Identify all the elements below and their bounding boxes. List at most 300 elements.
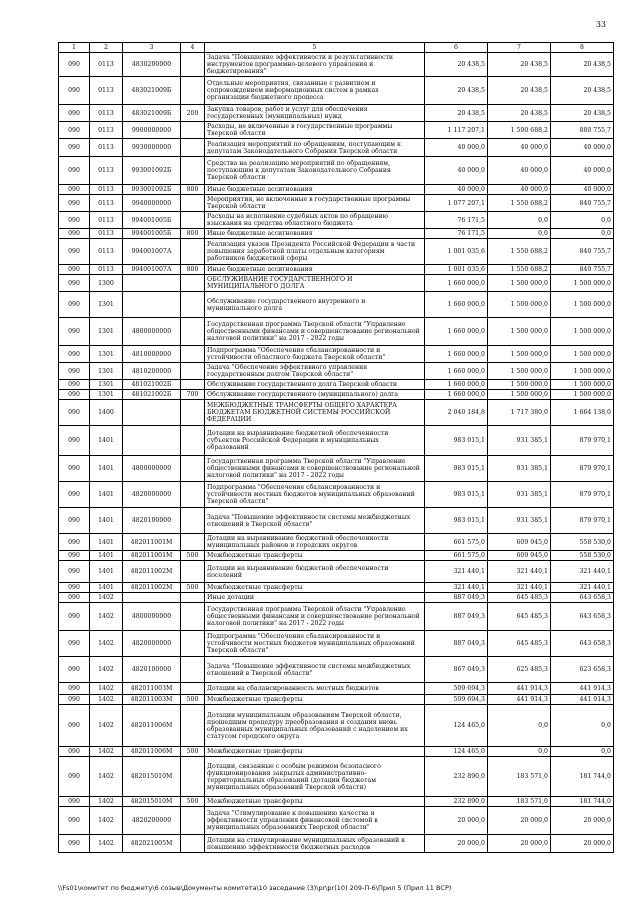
- table-row: [59, 482, 614, 508]
- cell-vr: [181, 456, 205, 482]
- cell-gr: 090: [59, 603, 90, 631]
- cell-section: 0113: [90, 229, 123, 239]
- cell-sum-2: 1 550 688,2: [488, 265, 551, 275]
- cell-target: 483021009Б: [123, 77, 181, 105]
- cell-sum-2: 20 438,5: [488, 53, 551, 77]
- cell-sum-3: 558 530,0: [551, 534, 614, 551]
- cell-sum-2: 1 550 688,2: [488, 195, 551, 212]
- cell-target: 9940000000: [123, 195, 181, 212]
- cell-vr: [181, 593, 205, 603]
- cell-target: 4820000000: [123, 631, 181, 657]
- table-row: [59, 318, 614, 346]
- column-header: 4: [181, 43, 205, 53]
- cell-sum-2: 645 485,3: [488, 631, 551, 657]
- cell-name: Государственная программа Тверской области "Управление общественными финансами и совершенствование региональной налоговой политики" на 2017 - 2022 годы: [205, 318, 425, 346]
- page-number: 33: [595, 20, 606, 29]
- column-header: 6: [425, 43, 488, 53]
- cell-name: Мероприятия, не включенные в государственные программы Тверской области: [205, 195, 425, 212]
- cell-sum-2: 441 914,3: [488, 695, 551, 705]
- cell-sum-2: 40 000,0: [488, 185, 551, 195]
- table-row: [59, 797, 614, 807]
- table-row: [59, 695, 614, 705]
- cell-sum-1: 1 117 207,1: [425, 122, 488, 139]
- cell-name: Обслуживание государственного (муниципального) долга: [205, 390, 425, 400]
- cell-sum-3: 0,0: [551, 747, 614, 757]
- cell-sum-1: 1 001 035,6: [425, 265, 488, 275]
- cell-vr: [181, 400, 205, 426]
- table-row: [59, 157, 614, 185]
- cell-sum-3: 1 500 000,0: [551, 363, 614, 380]
- cell-target: 4810000000: [123, 346, 181, 363]
- cell-sum-1: 983 015,1: [425, 482, 488, 508]
- cell-gr: 090: [59, 77, 90, 105]
- cell-sum-1: 20 438,5: [425, 77, 488, 105]
- cell-gr: 090: [59, 185, 90, 195]
- cell-name: Закупка товаров, работ и услуг для обеспечения государственных (муниципальных) нужд: [205, 105, 425, 122]
- table-row: [59, 239, 614, 265]
- file-path-footer: \\Fs01\комитет по бюджету\6 созыв\Документы комитета\10 заседание (3)\pr\pr(10) 209-П-6\Прил 5 (Прил 11 ВСР): [58, 884, 452, 892]
- cell-sum-3: 20 438,5: [551, 77, 614, 105]
- cell-gr: 090: [59, 534, 90, 551]
- cell-gr: 090: [59, 122, 90, 139]
- cell-sum-3: 623 658,3: [551, 657, 614, 683]
- cell-gr: 090: [59, 363, 90, 380]
- cell-section: 1301: [90, 363, 123, 380]
- cell-sum-1: 1 660 000,0: [425, 318, 488, 346]
- cell-name: Реализация мероприятий по обращениям, поступающим к депутатам Законодательного Собрания Тверской области: [205, 139, 425, 157]
- cell-name: Межбюджетные трансферты: [205, 797, 425, 807]
- cell-gr: 090: [59, 275, 90, 292]
- column-header: 8: [551, 43, 614, 53]
- cell-target: 482021005М: [123, 835, 181, 853]
- cell-sum-1: 983 015,1: [425, 426, 488, 456]
- cell-target: 482011002М: [123, 583, 181, 593]
- cell-vr: 200: [181, 105, 205, 122]
- cell-sum-1: 983 015,1: [425, 456, 488, 482]
- cell-name: Подпрограмма "Обеспечение сбалансированности и устойчивости местных бюджетов муниципальных образований Тверской области": [205, 631, 425, 657]
- cell-gr: 090: [59, 105, 90, 122]
- cell-name: Обслуживание государственного долга Тверской области: [205, 380, 425, 390]
- cell-gr: 090: [59, 695, 90, 705]
- cell-vr: [181, 318, 205, 346]
- cell-section: 1301: [90, 346, 123, 363]
- cell-target: [123, 426, 181, 456]
- cell-target: 482011006М: [123, 747, 181, 757]
- cell-target: 4820200000: [123, 807, 181, 835]
- cell-sum-3: 20 438,5: [551, 53, 614, 77]
- cell-section: 0113: [90, 77, 123, 105]
- table-row: [59, 122, 614, 139]
- cell-sum-1: 76 171,5: [425, 212, 488, 229]
- cell-vr: [181, 195, 205, 212]
- cell-name: Подпрограмма "Обеспечение сбалансированности и устойчивости областного бюджета Тверской области": [205, 346, 425, 363]
- table-row: [59, 229, 614, 239]
- cell-vr: [181, 122, 205, 139]
- table-row: [59, 683, 614, 695]
- cell-vr: [181, 534, 205, 551]
- cell-sum-3: 880 755,7: [551, 122, 614, 139]
- cell-sum-2: 1 500 000,0: [488, 346, 551, 363]
- cell-section: 1401: [90, 482, 123, 508]
- cell-sum-2: 609 945,0: [488, 534, 551, 551]
- cell-name: Дотации на выравнивание бюджетной обеспеченности муниципальных районов и городских округов: [205, 534, 425, 551]
- column-header: 3: [123, 43, 181, 53]
- table-row: [59, 757, 614, 797]
- cell-target: 4800000000: [123, 456, 181, 482]
- cell-sum-2: 645 485,3: [488, 593, 551, 603]
- cell-sum-3: 40 000,0: [551, 157, 614, 185]
- cell-section: 1402: [90, 807, 123, 835]
- cell-target: [123, 400, 181, 426]
- cell-sum-3: 20 000,0: [551, 835, 614, 853]
- cell-name: Реализация указов Президента Российской Федерации в части повышения заработной платы отдельным категориям работников бюджетной сферы: [205, 239, 425, 265]
- cell-sum-3: 643 658,3: [551, 603, 614, 631]
- cell-sum-3: 643 658,3: [551, 593, 614, 603]
- table-row: [59, 747, 614, 757]
- cell-sum-3: 643 658,3: [551, 631, 614, 657]
- table-row: [59, 835, 614, 853]
- cell-sum-2: 609 945,0: [488, 551, 551, 561]
- cell-name: Дотации муниципальным образованиям Тверской области, прошедшим процедуру преобразования и создания вновь образованных муниципальных образований с наделением их статусом городского округа: [205, 705, 425, 747]
- cell-target: 4810200000: [123, 363, 181, 380]
- column-header: 2: [90, 43, 123, 53]
- cell-sum-2: 1 500 000,0: [488, 292, 551, 318]
- cell-vr: [181, 683, 205, 695]
- cell-sum-2: 0,0: [488, 747, 551, 757]
- cell-section: 1401: [90, 426, 123, 456]
- cell-section: 1401: [90, 456, 123, 482]
- cell-vr: 800: [181, 229, 205, 239]
- cell-name: Дотации на выравнивание бюджетной обеспеченности поселений: [205, 561, 425, 583]
- cell-vr: [181, 346, 205, 363]
- cell-sum-1: 20 000,0: [425, 807, 488, 835]
- cell-sum-3: 20 000,0: [551, 807, 614, 835]
- cell-sum-3: 441 914,3: [551, 683, 614, 695]
- cell-section: 0113: [90, 239, 123, 265]
- cell-name: Межбюджетные трансферты: [205, 747, 425, 757]
- cell-gr: 090: [59, 508, 90, 534]
- cell-section: 1402: [90, 835, 123, 853]
- table-row: [59, 363, 614, 380]
- cell-gr: 090: [59, 195, 90, 212]
- table-row: [59, 807, 614, 835]
- cell-gr: 090: [59, 797, 90, 807]
- cell-name: Задача "Повышение эффективности и результативности инструментов программно-целевого управления и бюджетирования": [205, 53, 425, 77]
- cell-name: Межбюджетные трансферты: [205, 551, 425, 561]
- cell-sum-2: 20 000,0: [488, 807, 551, 835]
- cell-section: 0113: [90, 139, 123, 157]
- cell-sum-3: 321 440,1: [551, 561, 614, 583]
- cell-section: 1400: [90, 400, 123, 426]
- cell-sum-2: 931 385,1: [488, 508, 551, 534]
- cell-vr: 500: [181, 695, 205, 705]
- cell-section: 1402: [90, 683, 123, 695]
- cell-sum-2: 1 550 688,2: [488, 239, 551, 265]
- cell-section: 0113: [90, 195, 123, 212]
- cell-vr: [181, 807, 205, 835]
- cell-sum-3: 840 755,7: [551, 195, 614, 212]
- cell-gr: 090: [59, 53, 90, 77]
- cell-name: Задача "Повышение эффективности системы межбюджетных отношений в Тверской области": [205, 657, 425, 683]
- cell-target: 994001007А: [123, 265, 181, 275]
- cell-sum-2: 0,0: [488, 705, 551, 747]
- cell-vr: [181, 705, 205, 747]
- table-row: [59, 705, 614, 747]
- cell-gr: 090: [59, 747, 90, 757]
- cell-sum-3: 0,0: [551, 229, 614, 239]
- cell-vr: [181, 363, 205, 380]
- cell-gr: 090: [59, 631, 90, 657]
- cell-section: 0113: [90, 185, 123, 195]
- cell-vr: [181, 292, 205, 318]
- cell-sum-2: 1 590 688,2: [488, 122, 551, 139]
- cell-sum-1: 76 171,5: [425, 229, 488, 239]
- table-row: [59, 456, 614, 482]
- cell-sum-2: 1 500 000,0: [488, 363, 551, 380]
- cell-sum-1: 20 438,5: [425, 105, 488, 122]
- cell-section: 1401: [90, 508, 123, 534]
- cell-sum-1: 887 049,3: [425, 631, 488, 657]
- cell-sum-2: 1 500 000,0: [488, 380, 551, 390]
- cell-target: [123, 292, 181, 318]
- cell-sum-2: 321 440,1: [488, 561, 551, 583]
- column-header: 7: [488, 43, 551, 53]
- cell-name: Межбюджетные трансферты: [205, 583, 425, 593]
- cell-section: 1402: [90, 631, 123, 657]
- cell-vr: 500: [181, 583, 205, 593]
- cell-name: Дотации на сбалансированность местных бюджетов: [205, 683, 425, 695]
- cell-section: 1401: [90, 551, 123, 561]
- cell-sum-2: 625 485,3: [488, 657, 551, 683]
- cell-name: Государственная программа Тверской области "Управление общественными финансами и совершенствование региональной налоговой политики" на 2017 - 2022 годы: [205, 456, 425, 482]
- cell-sum-3: 879 970,1: [551, 508, 614, 534]
- table-row: [59, 53, 614, 77]
- table-row: [59, 603, 614, 631]
- cell-gr: 090: [59, 139, 90, 157]
- cell-vr: [181, 835, 205, 853]
- cell-target: 482011003М: [123, 683, 181, 695]
- cell-vr: [181, 657, 205, 683]
- cell-sum-3: 181 744,0: [551, 797, 614, 807]
- cell-target: 994001005Б: [123, 212, 181, 229]
- table-row: [59, 275, 614, 292]
- cell-sum-1: 867 049,3: [425, 657, 488, 683]
- cell-sum-1: 887 049,3: [425, 603, 488, 631]
- cell-target: 482011006М: [123, 705, 181, 747]
- cell-sum-3: 879 970,1: [551, 426, 614, 456]
- cell-target: 481021002Б: [123, 380, 181, 390]
- cell-sum-3: 181 744,0: [551, 757, 614, 797]
- cell-sum-2: 321 440,1: [488, 583, 551, 593]
- cell-vr: [181, 157, 205, 185]
- cell-sum-1: 20 000,0: [425, 835, 488, 853]
- cell-section: 1402: [90, 593, 123, 603]
- cell-sum-2: 20 000,0: [488, 835, 551, 853]
- cell-name: Межбюджетные трансферты: [205, 695, 425, 705]
- cell-section: 1402: [90, 705, 123, 747]
- cell-sum-2: 20 438,5: [488, 77, 551, 105]
- cell-vr: 800: [181, 185, 205, 195]
- cell-gr: 090: [59, 482, 90, 508]
- cell-name: Расходы на исполнение судебных актов по обращению взыскания на средства областного бюджета: [205, 212, 425, 229]
- cell-target: 481021002Б: [123, 390, 181, 400]
- cell-gr: 090: [59, 239, 90, 265]
- table-row: [59, 292, 614, 318]
- cell-sum-3: 1 500 000,0: [551, 318, 614, 346]
- cell-sum-3: 1 500 000,0: [551, 390, 614, 400]
- table-row: [59, 77, 614, 105]
- cell-vr: [181, 426, 205, 456]
- table-row: [59, 534, 614, 551]
- cell-target: 4820100000: [123, 508, 181, 534]
- cell-gr: 090: [59, 212, 90, 229]
- cell-target: 4800000000: [123, 318, 181, 346]
- cell-gr: 090: [59, 583, 90, 593]
- cell-vr: 500: [181, 797, 205, 807]
- cell-target: 9900000000: [123, 122, 181, 139]
- cell-name: Иные бюджетные ассигнования: [205, 229, 425, 239]
- cell-sum-2: 0,0: [488, 229, 551, 239]
- cell-gr: 090: [59, 318, 90, 346]
- cell-vr: [181, 239, 205, 265]
- cell-target: [123, 275, 181, 292]
- cell-section: 0113: [90, 212, 123, 229]
- cell-sum-1: 1 660 000,0: [425, 380, 488, 390]
- table-row: [59, 583, 614, 593]
- cell-sum-1: 509 694,3: [425, 683, 488, 695]
- cell-gr: 090: [59, 390, 90, 400]
- cell-section: 1301: [90, 390, 123, 400]
- cell-sum-1: 1 077 207,1: [425, 195, 488, 212]
- cell-target: 993001092Б: [123, 157, 181, 185]
- cell-sum-1: 887 049,3: [425, 593, 488, 603]
- table-row: [59, 346, 614, 363]
- cell-sum-1: 1 660 000,0: [425, 275, 488, 292]
- cell-sum-2: 645 485,3: [488, 603, 551, 631]
- cell-section: 1401: [90, 534, 123, 551]
- cell-sum-1: 983 015,1: [425, 508, 488, 534]
- table-row: [59, 195, 614, 212]
- table-row: [59, 265, 614, 275]
- cell-vr: [181, 508, 205, 534]
- table-row: [59, 631, 614, 657]
- cell-gr: 090: [59, 657, 90, 683]
- cell-name: Расходы, не включенные в государственные программы Тверской области: [205, 122, 425, 139]
- cell-sum-3: 40 000,0: [551, 139, 614, 157]
- cell-target: 994001005Б: [123, 229, 181, 239]
- cell-vr: [181, 482, 205, 508]
- cell-sum-3: 1 664 138,0: [551, 400, 614, 426]
- cell-sum-1: 1 660 000,0: [425, 346, 488, 363]
- cell-section: 1402: [90, 797, 123, 807]
- cell-vr: [181, 380, 205, 390]
- cell-sum-3: 1 500 000,0: [551, 292, 614, 318]
- budget-table: [58, 42, 614, 853]
- cell-sum-2: 183 571,0: [488, 757, 551, 797]
- cell-gr: 090: [59, 229, 90, 239]
- cell-gr: 090: [59, 551, 90, 561]
- cell-sum-3: 40 000,0: [551, 185, 614, 195]
- cell-sum-2: 183 571,0: [488, 797, 551, 807]
- cell-sum-1: 40 000,0: [425, 185, 488, 195]
- cell-sum-3: 840 755,7: [551, 239, 614, 265]
- cell-gr: 090: [59, 456, 90, 482]
- cell-target: 482015010М: [123, 757, 181, 797]
- cell-vr: 700: [181, 390, 205, 400]
- cell-section: 1402: [90, 695, 123, 705]
- cell-sum-1: 2 040 184,8: [425, 400, 488, 426]
- cell-gr: 090: [59, 426, 90, 456]
- cell-gr: 090: [59, 705, 90, 747]
- cell-sum-2: 0,0: [488, 212, 551, 229]
- cell-vr: [181, 275, 205, 292]
- cell-name: Дотации на выравнивание бюджетной обеспеченности субъектов Российской Федерации и муниципальных образований: [205, 426, 425, 456]
- cell-name: Подпрограмма "Обеспечение сбалансированности и устойчивости местных бюджетов муниципальных образований Тверской области": [205, 482, 425, 508]
- cell-section: 1401: [90, 561, 123, 583]
- cell-sum-2: 40 000,0: [488, 139, 551, 157]
- cell-sum-3: 0,0: [551, 705, 614, 747]
- table-row: [59, 426, 614, 456]
- cell-sum-1: 321 440,1: [425, 583, 488, 593]
- cell-section: 1402: [90, 657, 123, 683]
- cell-vr: 500: [181, 747, 205, 757]
- cell-sum-1: 40 000,0: [425, 157, 488, 185]
- cell-sum-1: 509 694,3: [425, 695, 488, 705]
- cell-target: 4800000000: [123, 603, 181, 631]
- cell-vr: [181, 603, 205, 631]
- table-row: [59, 139, 614, 157]
- cell-name: МЕЖБЮДЖЕТНЫЕ ТРАНСФЕРТЫ ОБЩЕГО ХАРАКТЕРА БЮДЖЕТАМ БЮДЖЕТНОЙ СИСТЕМЫ РОССИЙСКОЙ ФЕДЕРАЦИИ: [205, 400, 425, 426]
- header-row: [59, 43, 614, 53]
- cell-target: 4820100000: [123, 657, 181, 683]
- table-row: [59, 390, 614, 400]
- table-row: [59, 593, 614, 603]
- cell-sum-2: 1 717 380,0: [488, 400, 551, 426]
- cell-sum-1: 1 001 035,6: [425, 239, 488, 265]
- table-row: [59, 508, 614, 534]
- cell-name: Дотации, связанные с особым режимом безопасного функционирования закрытых административно-территориальных образований (дотации бюджетам муниципальных образований Тверской области): [205, 757, 425, 797]
- cell-vr: [181, 631, 205, 657]
- cell-name: Обслуживание государственного внутреннего и муниципального долга: [205, 292, 425, 318]
- cell-target: 9930000000: [123, 139, 181, 157]
- cell-sum-3: 321 440,1: [551, 583, 614, 593]
- cell-sum-2: 931 385,1: [488, 482, 551, 508]
- cell-section: 0113: [90, 122, 123, 139]
- cell-sum-1: 40 000,0: [425, 139, 488, 157]
- cell-gr: 090: [59, 807, 90, 835]
- cell-gr: 090: [59, 157, 90, 185]
- cell-section: 1300: [90, 275, 123, 292]
- cell-sum-1: 661 575,0: [425, 534, 488, 551]
- cell-target: 4830200000: [123, 53, 181, 77]
- cell-sum-1: 232 890,0: [425, 797, 488, 807]
- cell-target: [123, 593, 181, 603]
- table-row: [59, 212, 614, 229]
- cell-name: Задача "Повышение эффективности системы межбюджетных отношений в Тверской области": [205, 508, 425, 534]
- cell-sum-2: 40 000,0: [488, 157, 551, 185]
- cell-sum-3: 1 500 000,0: [551, 275, 614, 292]
- cell-vr: [181, 212, 205, 229]
- column-header: 1: [59, 43, 90, 53]
- cell-sum-1: 20 438,5: [425, 53, 488, 77]
- cell-gr: 090: [59, 593, 90, 603]
- cell-gr: 090: [59, 561, 90, 583]
- cell-sum-1: 1 660 000,0: [425, 292, 488, 318]
- cell-name: Государственная программа Тверской области "Управление общественными финансами и совершенствование региональной налоговой политики" на 2017 - 2022 годы: [205, 603, 425, 631]
- cell-sum-1: 124 465,0: [425, 747, 488, 757]
- table-row: [59, 657, 614, 683]
- cell-sum-1: 321 440,1: [425, 561, 488, 583]
